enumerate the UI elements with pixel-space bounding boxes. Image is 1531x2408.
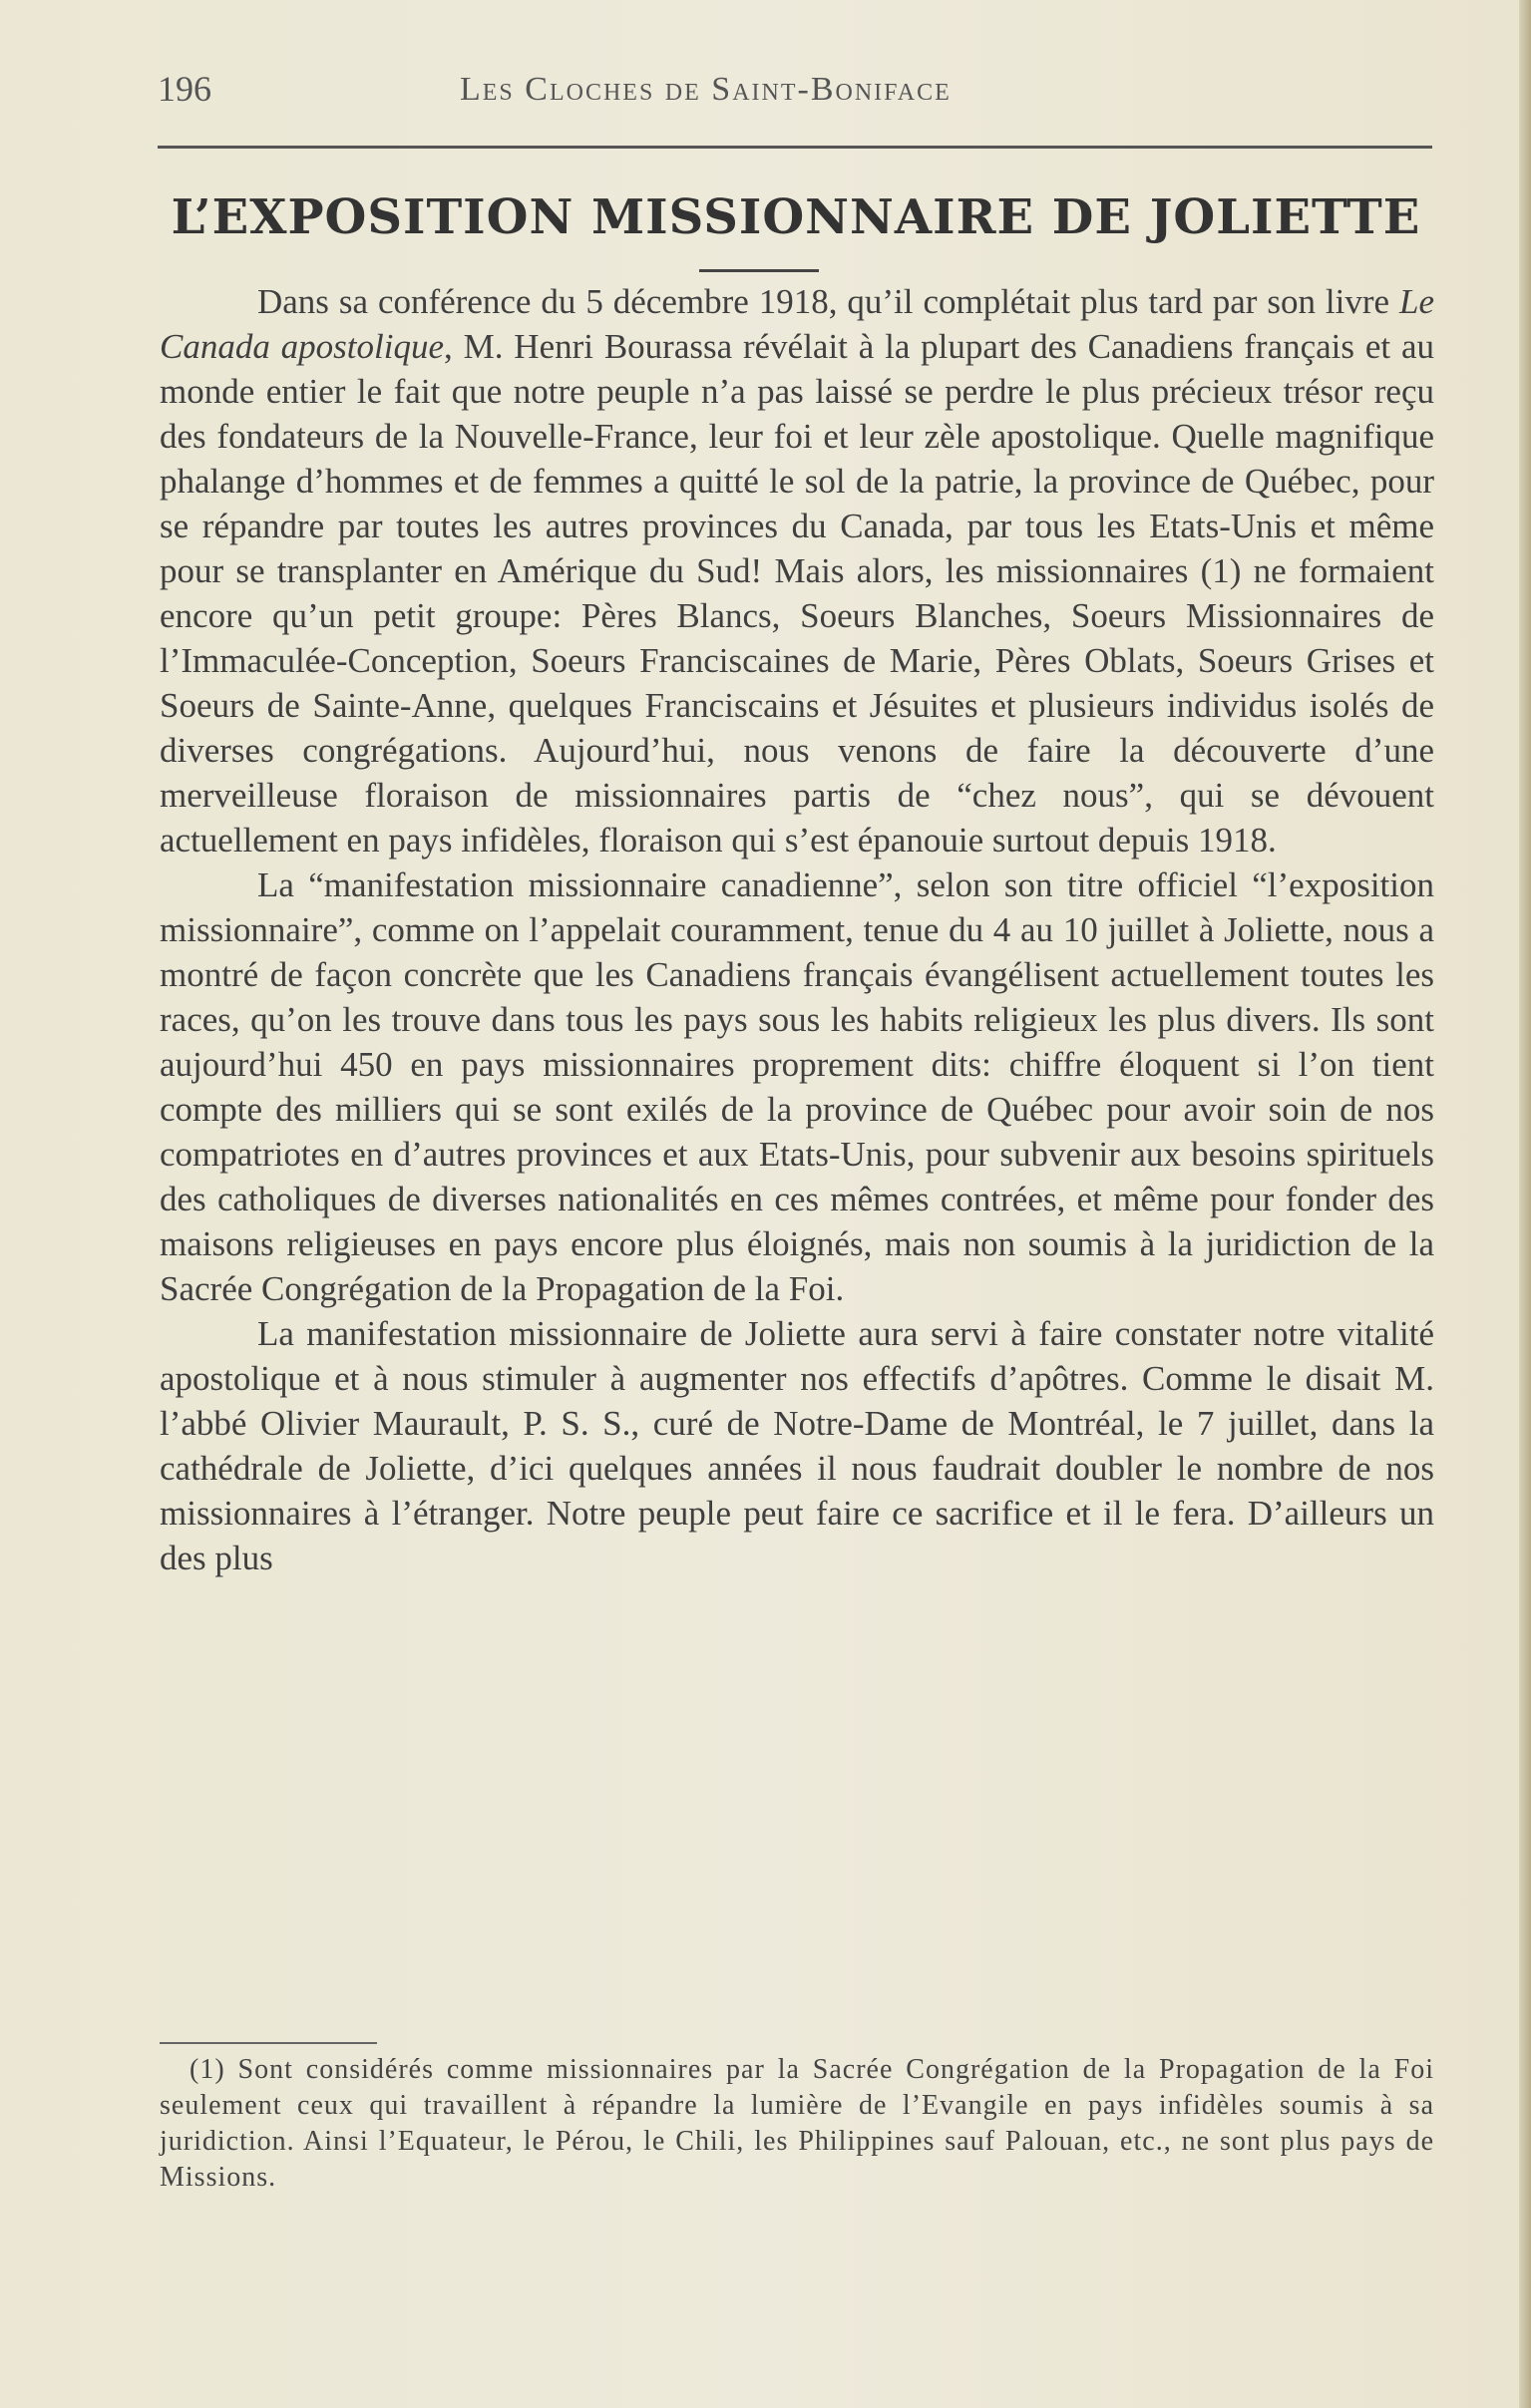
book-title: Le Canada apostolique — [160, 282, 1434, 366]
title-rule — [699, 269, 819, 272]
paragraph: Dans sa conférence du 5 décembre 1918, qu’il complétait plus tard par son livre Le Canada apostolique, M. Henri Bourassa révélait à la plupart des Canadiens français et au monde entier le fait que notre peuple n’a pas laissé se perdre le plus précieux trésor reçu des fondateurs de la Nouvelle-France, leur foi et leur zèle apostolique. Quelle magnifique phalange d’hommes et de femmes a quitté le sol de la patrie, la province de Québec, pour se répandre par toutes les autres provinces du Canada, par tous les Etats-Unis et même pour se transplanter en Amérique du Sud! Mais alors, les missionnaires (1) ne formaient encore qu’un petit groupe: Pères Blancs, Soeurs Blanches, Soeurs Missionnaires de l’Immaculée-Conception, Soeurs Franciscaines de Marie, Pères Oblats, Soeurs Grises et Soeurs de Sainte-Anne, quelques Franciscains et Jésuites et plusieurs individus isolés de diverses congrégations. Aujourd’hui, nous venons de faire la découverte d’une merveilleuse floraison de missionnaires partis de “chez nous”, qui se dévouent actuellement en pays infidèles, floraison qui s’est épanouie surtout depuis 1918. — [160, 282, 1434, 860]
footnote-text: (1) Sont considérés comme missionnaires par la Sacrée Congrégation de la Propagation de la Foi seulement ceux qui travaillent à répandre la lumière de l’Evangile en pays infidèles soumis à sa juridiction. Ainsi l’Equateur, le Pérou, le Chili, les Philippines sauf Palouan, etc., ne sont plus pays de Missions. — [160, 2054, 1434, 2193]
article-body — [160, 279, 1434, 1580]
page-number: 196 — [158, 69, 211, 109]
page-edge — [1519, 0, 1531, 2408]
running-title: Les Cloches de Saint-Boniface — [460, 71, 952, 108]
article-title: L’EXPOSITION MISSIONNAIRE DE JOLIETTE — [171, 189, 1421, 245]
paragraph: La “manifestation missionnaire canadienne”, selon son titre officiel “l’exposition missionnaire”, comme on l’appelait couramment, tenue du 4 au 10 juillet à Joliette, nous a montré de façon concrète que les Canadiens français évangélisent actuellement toutes les races, qu’on les trouve dans tous les pays sous les habits religieux les plus divers. Ils sont aujourd’hui 450 en pays missionnaires proprement dits: chiffre éloquent si l’on tient compte des milliers qui se sont exilés de la province de Québec pour avoir soin de nos compatriotes en d’autres provinces et aux Etats-Unis, pour subvenir aux besoins spirituels des catholiques de diverses nationalités en ces mêmes contrées, et même pour fonder des maisons religieuses en pays encore plus éloignés, mais non soumis à la juridiction de la Sacrée Congrégation de la Propagation de la Foi. — [160, 865, 1434, 1308]
footnote — [160, 2052, 1434, 2196]
page-header — [158, 68, 1434, 118]
footnote-rule — [160, 2042, 377, 2044]
paragraph: La manifestation missionnaire de Joliette aura servi à faire constater notre vitalité apostolique et à nous stimuler à augmenter nos effectifs d’apôtres. Comme le disait M. l’abbé Olivier Maurault, P. S. S., curé de Notre-Dame de Montréal, le 7 juillet, dans la cathédrale de Joliette, d’ici quelques années il nous faudrait doubler le nombre de nos missionnaires à l’étranger. Notre peuple peut faire ce sacrifice et il le fera. D’ailleurs un des plus — [160, 1314, 1434, 1577]
header-rule — [158, 146, 1432, 149]
